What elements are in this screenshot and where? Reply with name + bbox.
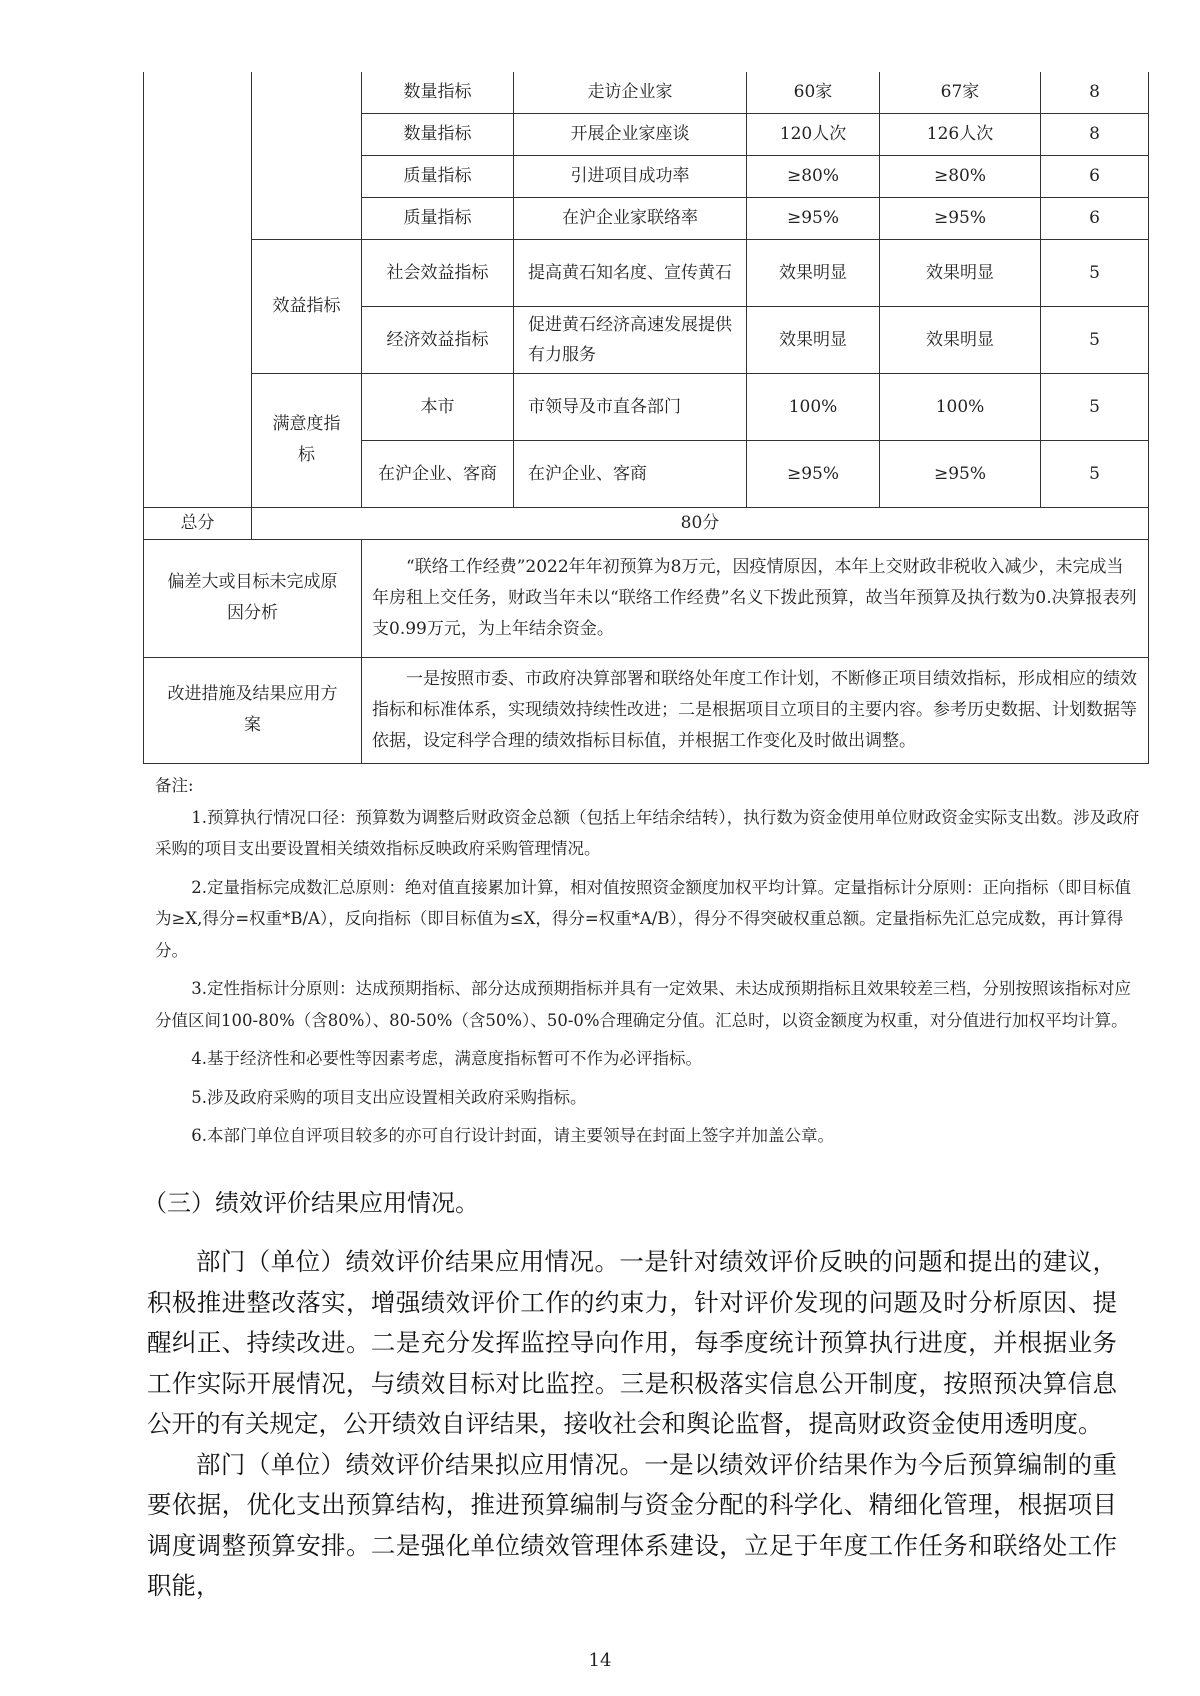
remark-item: 6.本部门单位自评项目较多的亦可自行设计封面，请主要领导在封面上签字并加盖公章。	[191, 1126, 835, 1145]
table-cell: 5	[1041, 306, 1149, 373]
deviation-row	[144, 539, 1149, 657]
table-cell: 在沪企业、客商	[514, 440, 747, 507]
table-cell: 效果明显	[747, 306, 880, 373]
performance-table	[143, 72, 1149, 764]
table-cell: 社会效益指标	[362, 239, 514, 306]
table-cell: 促进黄石经济高速发展提供有力服务	[514, 306, 747, 373]
remarks-block	[155, 770, 1145, 1159]
table-cell: 5	[1041, 239, 1149, 306]
total-row	[144, 507, 1149, 539]
table-cell: 6	[1041, 155, 1149, 197]
benefit-indicator-label: 效益指标	[252, 239, 362, 373]
table-cell: 本市	[362, 373, 514, 440]
table-cell: 数量指标	[362, 113, 514, 155]
table-cell: 引进项目成功率	[514, 155, 747, 197]
remark-item: 3.定性指标计分原则：达成预期指标、部分达成预期指标并具有一定效果、未达成预期指标且效果较差三档，分别按照该指标对应分值区间100-80%（含80%）、80-50%（含50%）、50-0%合理确定分值。汇总时，以资金额度为权重，对分值进行加权平均计算。	[155, 979, 1132, 1030]
table-cell: 数量指标	[362, 72, 514, 113]
table-cell: 效果明显	[880, 306, 1041, 373]
table-row	[144, 373, 1149, 440]
deviation-label: 偏差大或目标未完成原因分析	[144, 539, 362, 657]
table-row	[144, 72, 1149, 113]
paragraph: 部门（单位）绩效评价结果拟应用情况。一是以绩效评价结果作为今后预算编制的重要依据，优化支出预算结构，推进预算编制与资金分配的科学化、精细化管理，根据项目调度调整预算安排。二是强化单位绩效管理体系建设，立足于年度工作任务和联络处工作职能，	[147, 1449, 1117, 1600]
table-cell: 5	[1041, 440, 1149, 507]
table-cell: 在沪企业、客商	[362, 440, 514, 507]
improvement-row	[144, 657, 1149, 763]
table-cell: 经济效益指标	[362, 306, 514, 373]
table-cell: 8	[1041, 72, 1149, 113]
table-cell: 效果明显	[880, 239, 1041, 306]
table-cell: ≥95%	[880, 197, 1041, 239]
table-row	[144, 239, 1149, 306]
body-text	[147, 1242, 1117, 1607]
paragraph: 部门（单位）绩效评价结果应用情况。一是针对绩效评价反映的问题和提出的建议，积极推进整改落实，增强绩效评价工作的约束力，针对评价发现的问题及时分析原因、提醒纠正、持续改进。二是充分发挥监控导向作用，每季度统计预算执行进度，并根据业务工作实际开展情况，与绩效目标对比监控。三是积极落实信息公开制度，按照预决算信息公开的有关规定，公开绩效自评结果，接收社会和舆论监督，提高财政资金使用透明度。	[147, 1247, 1117, 1438]
table-cell: ≥95%	[747, 197, 880, 239]
table-cell: ≥95%	[747, 440, 880, 507]
remarks-title: 备注:	[155, 776, 194, 795]
improvement-text: 一是按照市委、市政府决算部署和联络处年度工作计划，不断修正项目绩效指标，形成相应的绩效指标和标准体系，实现绩效持续性改进；二是根据项目立项目的主要内容。参考历史数据、计划数据等依据，设定科学合理的绩效指标目标值，并根据工作变化及时做出调整。	[362, 657, 1149, 763]
table-cell: 60家	[747, 72, 880, 113]
table-cell: ≥80%	[747, 155, 880, 197]
remark-item: 2.定量指标完成数汇总原则：绝对值直接累加计算，相对值按照资金额度加权平均计算。定量指标计分原则：正向指标（即目标值为≥X,得分=权重*B/A），反向指标（即目标值为≤X，得分=权重*A/B），得分不得突破权重总额。定量指标先汇总完成数，再计算得分。	[155, 877, 1132, 960]
table-cell: 5	[1041, 373, 1149, 440]
table-cell: 质量指标	[362, 197, 514, 239]
table-cell: ≥95%	[880, 440, 1041, 507]
table-cell: 67家	[880, 72, 1041, 113]
section-title: （三）绩效评价结果应用情况。	[143, 1189, 479, 1217]
remark-item: 1.预算执行情况口径：预算数为调整后财政资金总额（包括上年结余结转），执行数为资金使用单位财政资金实际支出数。涉及政府采购的项目支出要设置相关绩效指标反映政府采购管理情况。	[155, 807, 1140, 858]
table-cell: 120人次	[747, 113, 880, 155]
remark-item: 4.基于经济性和必要性等因素考虑，满意度指标暂可不作为必评指标。	[191, 1049, 703, 1068]
table-cell: 在沪企业家联络率	[514, 197, 747, 239]
table-cell: 开展企业家座谈	[514, 113, 747, 155]
table-cell: 126人次	[880, 113, 1041, 155]
table-cell: 走访企业家	[514, 72, 747, 113]
table-cell: ≥80%	[880, 155, 1041, 197]
table-cell: 100%	[747, 373, 880, 440]
table-cell: 效果明显	[747, 239, 880, 306]
satisfaction-indicator-label: 满意度指标	[252, 373, 362, 507]
total-value: 80分	[252, 507, 1149, 539]
total-label: 总分	[144, 507, 252, 539]
table-cell: 100%	[880, 373, 1041, 440]
table-cell: 6	[1041, 197, 1149, 239]
table-cell: 8	[1041, 113, 1149, 155]
table-cell: 提高黄石知名度、宣传黄石	[514, 239, 747, 306]
page-number: 14	[588, 1650, 612, 1671]
table-cell-blank	[144, 72, 252, 507]
table-cell-blank	[252, 72, 362, 239]
remark-item: 5.涉及政府采购的项目支出应设置相关政府采购指标。	[191, 1087, 587, 1107]
improvement-label: 改进措施及结果应用方案	[144, 657, 362, 763]
table-cell: 市领导及市直各部门	[514, 373, 747, 440]
deviation-text: “联络工作经费”2022年年初预算为8万元，因疫情原因，本年上交财政非税收入减少，未完成当年房租上交任务，财政当年未以“联络工作经费”名义下拨此预算，故当年预算及执行数为0.决算报表列支0.99万元，为上年结余资金。	[362, 539, 1149, 657]
table-cell: 质量指标	[362, 155, 514, 197]
